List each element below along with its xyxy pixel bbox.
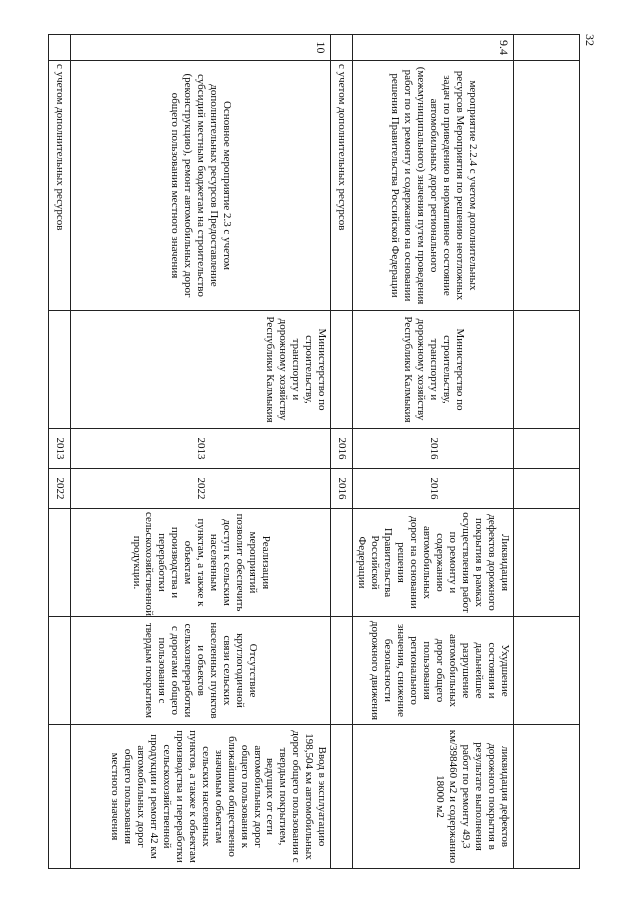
end-year-cell: 2022 xyxy=(49,469,71,509)
end-year-cell: 2022 xyxy=(71,469,331,509)
table-row-top-continuation xyxy=(514,35,580,869)
rotated-table-page xyxy=(51,34,580,868)
end-year-cell: 2016 xyxy=(353,469,514,509)
start-year-cell: 2013 xyxy=(71,429,331,469)
start-year-cell: 2013 xyxy=(49,429,71,469)
consequences-cell: Ухудшение состояния и дальнейшее разрушение автомобильных дорог общего пользования регионального значения, снижение безопасности дорожного движения xyxy=(353,617,514,725)
page-number: 32 xyxy=(583,34,597,46)
consequences-cell: Отсутствие круглогодичной связи сельских населенных пунктов и объектов сельхозпереработки с дорогами общего пользования с твердым покрытием xyxy=(71,617,331,725)
executor-cell: Министерство по строительству, транспорту и дорожному хозяйству Республики Калмыкия xyxy=(353,311,514,429)
expected-result-cell: Ликвидация дефектов дорожного покрытия в рамках осуществления работ по ремонту и содержанию автомобильных дорог на основании решения Правительства Российской Федерации xyxy=(353,509,514,617)
start-year-cell: 2016 xyxy=(353,429,514,469)
end-year-cell: 2016 xyxy=(331,469,353,509)
indicator-cell: ликвидация дефектов дорожного покрытия в результате выполнения работ по ремонту 49,3 км/398460 м2 и содержанию 18000 м2 xyxy=(353,725,514,869)
activity-cell: с учетом дополнительных ресурсов xyxy=(331,61,353,311)
start-year-cell: 2016 xyxy=(331,429,353,469)
activity-cell: Основное мероприятие 2.3 с учетом дополнительных ресурсов Предоставление субсидий местным бюджетам на строительство (реконструкцию), ремонт автомобильных дорог общего пользования местного значения xyxy=(71,61,331,311)
executor-cell: Министерство по строительству, транспорту и дорожному хозяйству Республики Калмыкия xyxy=(71,311,331,429)
activity-cell: с учетом дополнительных ресурсов xyxy=(49,61,71,311)
table-row xyxy=(71,35,331,869)
activity-cell: мероприятие 2.2.4 с учетом дополнительных ресурсов Мероприятия по решению неотложных задач по приведению в нормативное состояние автомобильных дорог регионального (межмуниципального) значения путем проведения работ по их ремонту и содержанию на основании решения Правительства Российской Федерации xyxy=(353,61,514,311)
program-activities-table xyxy=(48,34,580,869)
indicator-cell: Ввод в эксплуатацию 198,504 км автомобильных дорог общего пользования с твердым покрытием, ведущих от сети автомобильных дорог общего пользования к ближайшим общественно значимым объектам сельских населенных пунктов, а также к объектам производства и переработки сельскохозяйственной продукции и ремонт 42 км автомобильных дорог общего пользования местного значения xyxy=(71,725,331,869)
table-row-additional-resources xyxy=(331,35,353,869)
table-row-additional-resources xyxy=(49,35,71,869)
table-row xyxy=(353,35,514,869)
row-number: 9.4 xyxy=(353,35,514,61)
row-number: 10 xyxy=(71,35,331,61)
expected-result-cell: Реализация мероприятий позволит обеспечить доступ к сельским населенным пунктам, а также к объектам производства и переработки сельскохозяйственной продукции. xyxy=(71,509,331,617)
